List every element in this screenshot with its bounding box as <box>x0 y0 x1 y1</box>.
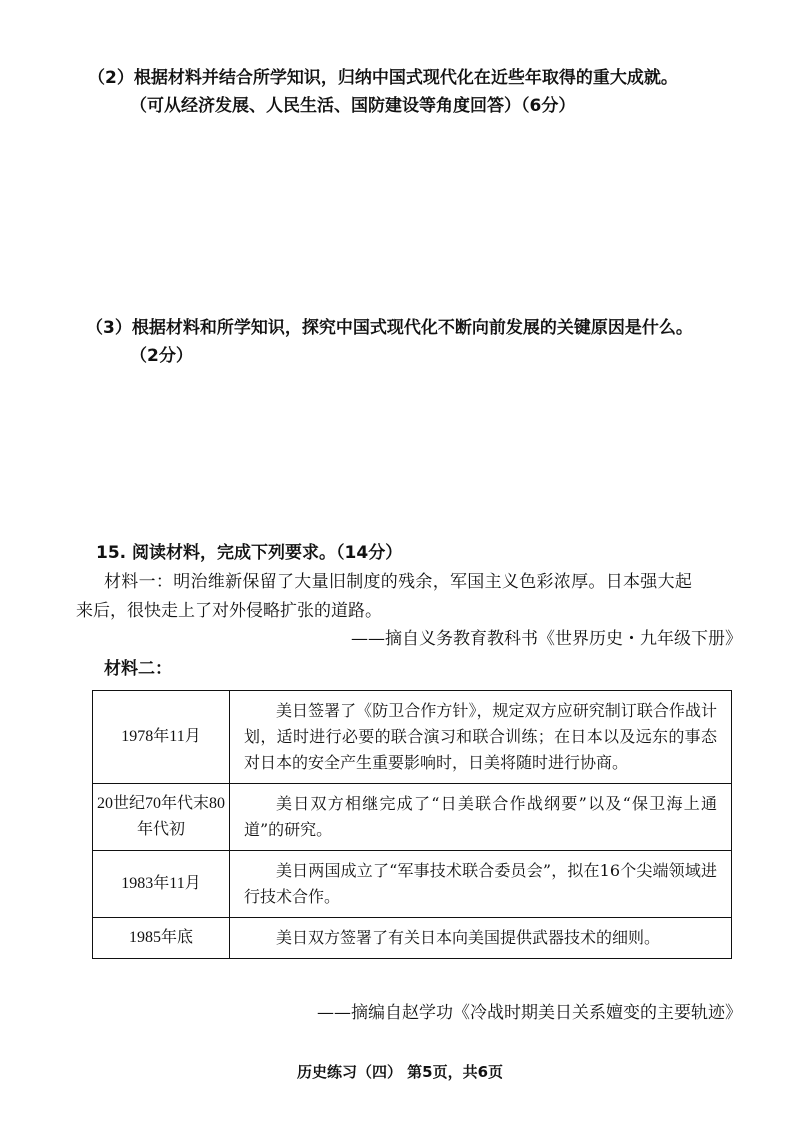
event-date: 1985年底 <box>93 918 230 959</box>
event-date: 20世纪70年代末80年代初 <box>93 784 230 851</box>
table-row <box>93 691 732 784</box>
material-2-source: ——摘编自赵学功《冷战时期美日关系嬗变的主要轨迹》 <box>317 1003 742 1023</box>
material-2-table <box>92 690 732 959</box>
table-row <box>93 851 732 918</box>
material-1-line-2: 来后，很快走上了对外侵略扩张的道路。 <box>76 601 382 621</box>
table-row <box>93 784 732 851</box>
question-2-prompt: （2）根据材料并结合所学知识，归纳中国式现代化在近些年取得的重大成就。 <box>88 68 678 88</box>
question-3-prompt: （3）根据材料和所学知识，探究中国式现代化不断向前发展的关键原因是什么。 <box>86 318 693 338</box>
event-description: 美日双方相继完成了“日美联合作战纲要”以及“保卫海上通道”的研究。 <box>230 784 732 851</box>
event-description: 美日双方签署了有关日本向美国提供武器技术的细则。 <box>230 918 732 959</box>
table-row <box>93 918 732 959</box>
event-date: 1978年11月 <box>93 691 230 784</box>
event-date: 1983年11月 <box>93 851 230 918</box>
question-15-heading: 15. 阅读材料，完成下列要求。（14分） <box>96 543 403 563</box>
material-2-label: 材料二： <box>104 659 172 679</box>
question-2-hint: （可从经济发展、人民生活、国防建设等角度回答）（6分） <box>130 96 576 116</box>
material-1-source: ——摘自义务教育教科书《世界历史・九年级下册》 <box>351 629 742 649</box>
material-1-line-1: 材料一：明治维新保留了大量旧制度的残余，军国主义色彩浓厚。日本强大起 <box>104 572 693 592</box>
question-3-points: （2分） <box>130 346 193 366</box>
event-description: 美日签署了《防卫合作方针》，规定双方应研究制订联合作战计划，适时进行必要的联合演习和联合训练；在日本以及远东的事态对日本的安全产生重要影响时，日美将随时进行协商。 <box>230 691 732 784</box>
event-description: 美日两国成立了“军事技术联合委员会”，拟在16个尖端领域进行技术合作。 <box>230 851 732 918</box>
page-footer: 历史练习（四） 第5页，共6页 <box>296 1063 504 1081</box>
